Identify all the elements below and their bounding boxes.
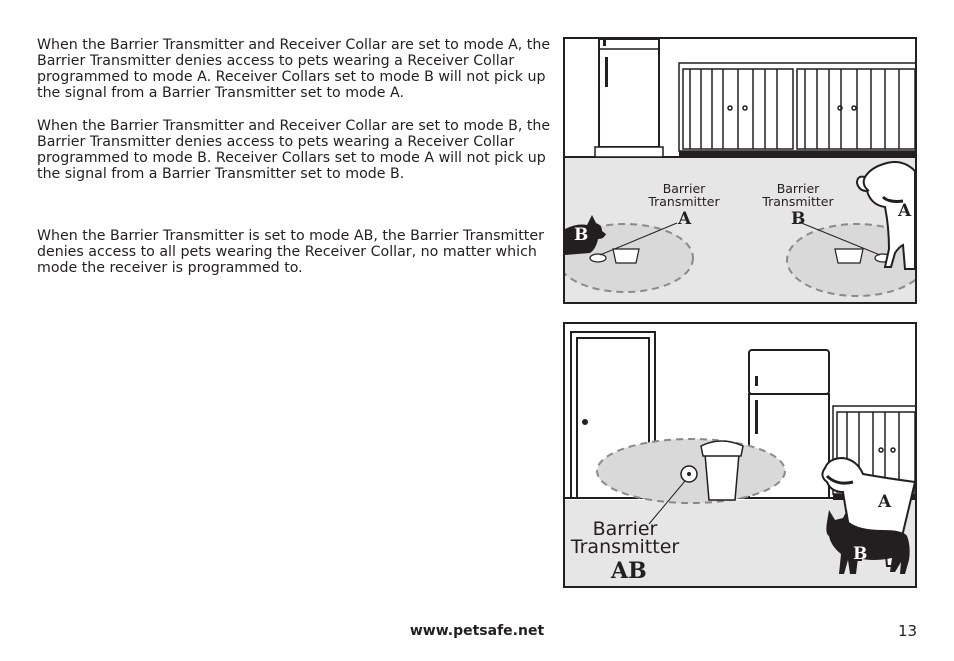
paragraph-mode-a: When the Barrier Transmitter and Receiver Collar are set to mode A, the Barrier Transmitter denies access to pets wearing a Receiver Collar programmed to mode A. Receiver Collars set to mode B will not pick up the signal from a Barrier Transmitter set to mode A. [37,37,551,101]
mode-label-ab: AB [611,558,647,584]
illustration-mode-ab [563,322,917,588]
paragraph-mode-ab: When the Barrier Transmitter is set to mode AB, the Barrier Transmitter denies access to all pets wearing the Receiver Collar, no matter which mode the receiver is programmed to. [37,228,544,276]
barrier-transmitter-label-left: Barrier Transmitter [648,181,720,209]
transmitter-a-icon [590,254,606,262]
large-dog-mode-label: A [878,492,892,512]
page-number: 13 [898,622,918,640]
footer-url: www.petsafe.net [409,623,545,639]
barrier-transmitter-label-right: Barrier Transmitter [762,181,834,209]
fridge-icon [595,39,663,157]
barrier-transmitter-label: Barrier Transmitter [570,518,680,558]
mode-label-b-right: B [791,209,806,229]
paragraph-mode-b: When the Barrier Transmitter and Receiver Collar are set to mode B, the Barrier Transmitter denies access to pets wearing a Receiver Collar programmed to mode B. Receiver Collars set to mode A will not pick up the signal from a Barrier Transmitter set to mode B. [37,118,551,182]
cabinets-icon [679,63,915,151]
pet-bowl-icon [613,249,639,263]
mode-label-a-left: A [678,209,692,229]
small-dog-mode-label: B [574,225,589,245]
pet-bowl-icon [835,249,863,263]
illustration-mode-a-b [563,37,917,304]
large-dog-mode-label: A [898,201,912,221]
kitchen-scene-top [565,39,915,302]
small-dog-mode-label: B [853,544,868,564]
